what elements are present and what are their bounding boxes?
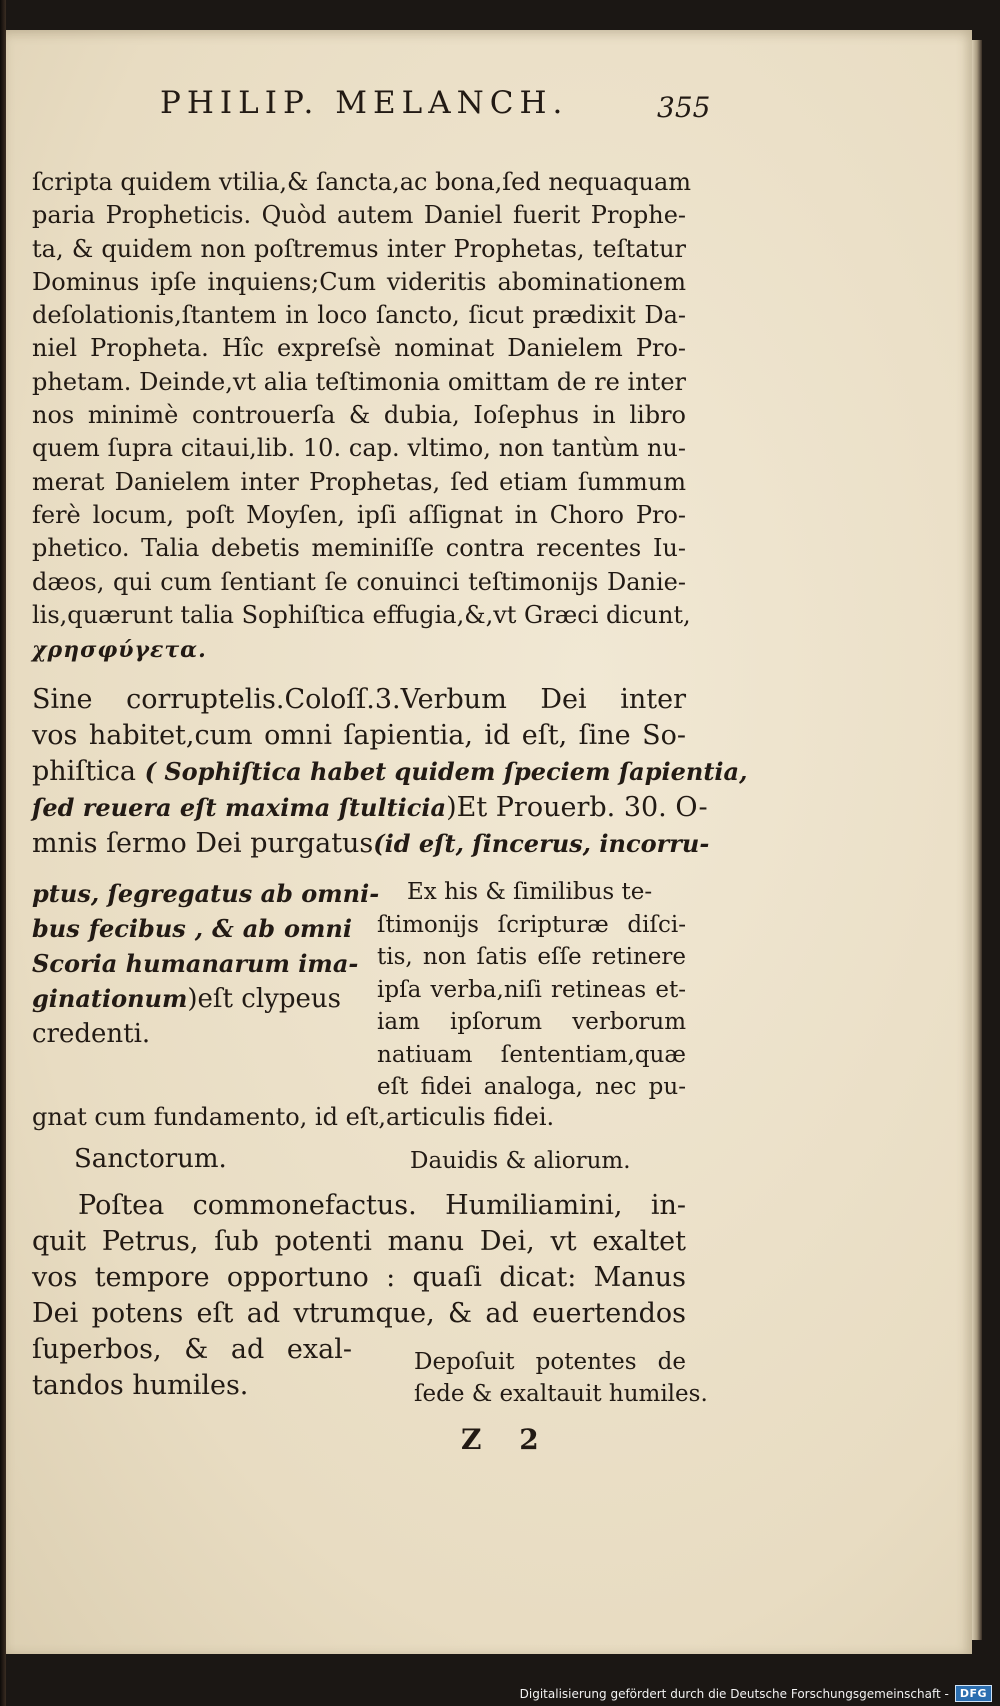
paragraph-postea [32,1188,686,1332]
text-line: Dei potens eſt ad vtrumque, & ad euertendos [32,1298,686,1329]
text-line [32,826,710,862]
text-line: natiuam ſententiam,quæ [377,1041,686,1068]
paragraph-sine-corruptelis [32,682,748,862]
text-line: Depoſuit potentes de [414,1349,686,1375]
text-italic: ( Sophiſtica habet quidem ſpeciem ſapientia, [144,757,748,786]
text-italic: ſed reuera eſt maxima ſtulticia [32,793,447,822]
greek-phrase: χρησφύγετα. [32,637,207,664]
text-roman: )eſt clypeus [187,984,341,1014]
text-line: ſtimonijs ſcripturæ diſci- [377,911,686,938]
text-line: ſuperbos, & ad exal- [32,1334,352,1365]
text-line [32,790,708,826]
text-line: phetico. Talia debetis meminiſſe contra recentes Iu- [32,534,686,563]
text-line: lis,quærunt talia Sophiſtica effugia,&,vt Græci dicunt, [32,600,691,629]
text-line: Poſtea commonefactus. Humiliamini, in- [78,1190,686,1221]
text-line: niel Propheta. Hîc expreſsè nominat Danielem Pro- [32,334,686,363]
signature-mark: Z 2 [461,1423,553,1456]
text-italic: ginationum [32,984,188,1013]
running-head: PHILIP. MELANCH. [160,85,569,121]
split-bottom-block [32,1332,708,1412]
text-line [32,754,748,790]
text-line: ſede & exaltauit humiles. [414,1381,708,1407]
text-line: ta, & quidem non poſtremus inter Prophetas, teſtatur [32,234,686,263]
page-number: 355 [657,91,711,124]
text-line: quem ſupra citaui,lib. 10. cap. vltimo, non tantùm nu- [32,434,686,463]
text-line: vos habitet,cum omni ſapientia, id eſt, ſine So- [32,720,686,751]
two-column-block [32,876,686,1100]
text-line: ipſa verba,niſi retineas et- [377,976,686,1003]
text-line: credenti. [32,1019,151,1049]
digitization-footer [520,1685,992,1702]
bottom-left-text [32,1332,352,1404]
text-line: Ex his & ſimilibus te- [407,879,653,905]
text-line: merat Danielem inter Prophetas, ſed etiam ſummum [32,467,686,496]
text-italic: (id eſt, ſincerus, incorru- [373,829,710,858]
paragraph-1 [32,166,692,667]
text-line: vos tempore opportuno : quaſi dicat: Manus [32,1262,686,1293]
text-line: ferè locum, poſt Moyſen, ipſi aſſignat in Choro Pro- [32,500,686,529]
text-line: iam ipſorum verborum [377,1009,686,1035]
text-line: gnat cum fundamento, id eſt,articulis fidei. [32,1103,555,1131]
lemma-gloss: Dauidis & aliorum. [410,1148,631,1174]
text-line: tandos humiles. [32,1370,249,1401]
text-line: ptus, ſegregatus ab omni- [32,879,380,908]
footer-text: Digitalisierung gefördert durch die Deutsche Forschungsgemeinschaft - [519,1686,949,1701]
text-line: ſcripta quidem vtilia,& ſancta,ac bona,ſed nequaquam [32,168,692,196]
text-roman: mnis ſermo Dei purgatus [32,828,374,859]
bottom-right-gloss [414,1346,708,1410]
text-line: bus fecibus , & ab omni [32,914,352,943]
text-line: Scoria humanarum ima- [32,949,359,978]
text-line: Sine corruptelis.Coloſſ.3.Verbum Dei inter [32,684,686,715]
right-column [377,876,686,1104]
text-line: Dominus ipſe inquiens;Cum videritis abominationem [32,267,686,296]
text-line: quit Petrus, ſub potenti manu Dei, vt exaltet [32,1226,686,1257]
text-roman: phiſtica [32,756,137,787]
text-line: phetam. Deinde,vt alia teſtimonia omittam de re inter [32,367,686,396]
text-line: eſt fidei analoga, nec pu- [377,1074,686,1100]
text-line: nos minimè controuerſa & dubia, Ioſephus in libro [32,401,686,430]
text-line: tis, non ſatis eſſe retinere [377,944,686,970]
dfg-logo-icon: DFG [955,1685,992,1702]
text-line: paria Propheticis. Quòd autem Daniel fuerit Prophe- [32,201,686,230]
lemma-row [32,1144,686,1184]
text-line [32,981,352,1017]
lemma-heading: Sanctorum. [74,1144,227,1174]
text-line: dæos, qui cum ſentiant ſe conuinci teſtimonijs Danie- [32,567,686,596]
text-roman: )Et Prouerb. 30. O- [446,792,708,823]
text-line: deſolationis,ſtantem in loco ſancto, ſicut prædixit Da- [32,301,686,330]
left-column [32,876,380,1052]
page-edge [972,40,982,1640]
book-page [6,30,972,1654]
